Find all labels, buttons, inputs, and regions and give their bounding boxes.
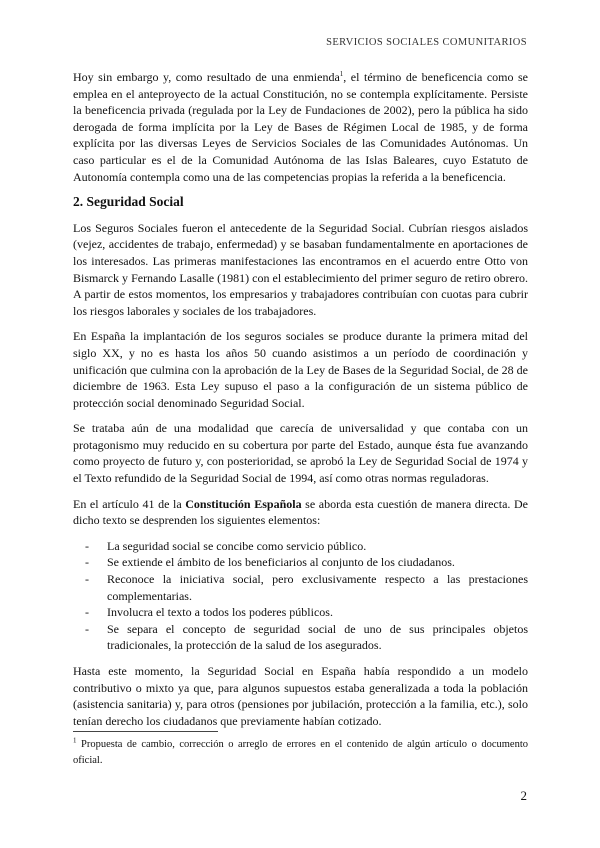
list-item: - La seguridad social se concibe como servicio público. (85, 538, 367, 553)
paragraph-espana: En España la implantación de los seguros sociales se produce durante la primera mitad del siglo XX, y no es hasta los años 50 cuando asistimos a un período de coordinación y unificación que culmina con la aprobación de la Ley de Bases de la Seguridad Social, de 28 de diciembre de 1963. Esta Ley supuso el paso a la configuración de un sistema público de protección social denominado Seguridad Social. (73, 329, 528, 410)
intro-paragraph: Hoy sin embargo y, como resultado de una enmienda$^1$, el término de beneficencia como se emplea en el anteproyecto de la actual Constitución, no se contempla explícitamente. Persiste la beneficencia privada (regulada por la Ley de Fundaciones de 2002), pero la pública ha sido derogada de forma implícita por la Ley de Bases de Régimen Local de 1985, y de forma explícita por las diversas Leyes de Servicios Sociales de las Comunidades Autónomas. Un caso particular es el de la Comunidad Autónoma de las Islas Baleares, cuyo Estatuto de Autonomía contempla como una de las competencias propias la referida a la beneficencia. (73, 70, 528, 184)
footnote-marker: 1 (73, 736, 77, 745)
paragraph-constitucion: En el artículo 41 de la Constitución Española se aborda esta cuestión de manera directa. De dicho texto se desprenden los siguientes elementos: (73, 496, 528, 528)
list-item: - Se extiende el ámbito de los beneficiarios al conjunto de los ciudadanos. (85, 555, 455, 570)
running-header: SERVICIOS SOCIALES COMUNITARIOS (326, 37, 527, 48)
section-heading: 2. Seguridad Social (73, 194, 184, 210)
list-dash: - (85, 605, 89, 620)
list-item: - Reconoce la iniciativa social, pero exclusivamente respecto a las prestaciones complementarias. (85, 572, 528, 603)
list-dash: - (85, 572, 89, 587)
list-item: - Se separa el concepto de seguridad social de uno de sus principales objetos tradicionales, la protección de la salud de los asegurados. (85, 621, 528, 653)
list-dash: - (85, 621, 89, 636)
page-number: 2 (520, 788, 527, 803)
paragraph-universalidad: Se trataba aún de una modalidad que carecía de universalidad y que contaba con un protagonismo muy reducido en su cobertura por parte del Estado, aunque ésta fue avanzando como proyecto de futuro y, con posterioridad, se aprobó la Ley de Seguridad Social de 1974 y el Texto refundido de la Seguridad Social de 1994, así como otras normas reguladoras. (73, 421, 528, 486)
footnote: $^1$ Propuesta de cambio, corrección o arreglo de errores en el contenido de algún artículo o documento oficial. (73, 736, 528, 766)
footnote-divider (73, 731, 218, 732)
paragraph-modelo-contributivo: Hasta este momento, la Seguridad Social en España había respondido a un modelo contributivo o mixto ya que, para algunos supuestos estaba generalizada a toda la población (asistencia sanitaria) y, para otros (pensiones por jubilación, protección a la familia, etc.), solo tenían derecho los ciudadanos que previamente habían cotizado. (73, 664, 528, 728)
list-dash: - (85, 538, 89, 553)
constitucion-emphasis: Constitución Española (185, 496, 302, 511)
footnote-reference[interactable]: 1 (339, 70, 344, 78)
list-dash: - (85, 555, 89, 570)
list-item: - Involucra el texto a todos los poderes públicos. (85, 605, 333, 620)
paragraph-seguros-sociales: Los Seguros Sociales fueron el antecedente de la Seguridad Social. Cubrían riesgos aislados (vejez, accidentes de trabajo, enfermedad) y se basaban fundamentalmente en aportaciones de los interesados. Las primeras manifestaciones las encontramos en el acuerdo entre Otto von Bismarck y Fernando Lasalle (1981) con el establecimiento del primer seguro de retiro obrero. A partir de estos momentos, los empresarios y trabajadores contribuían con cuotas para cubrir los riesgos laborales y sociales de los trabajadores. (73, 220, 528, 318)
page-body (73, 69, 528, 738)
elements-list (73, 538, 528, 654)
